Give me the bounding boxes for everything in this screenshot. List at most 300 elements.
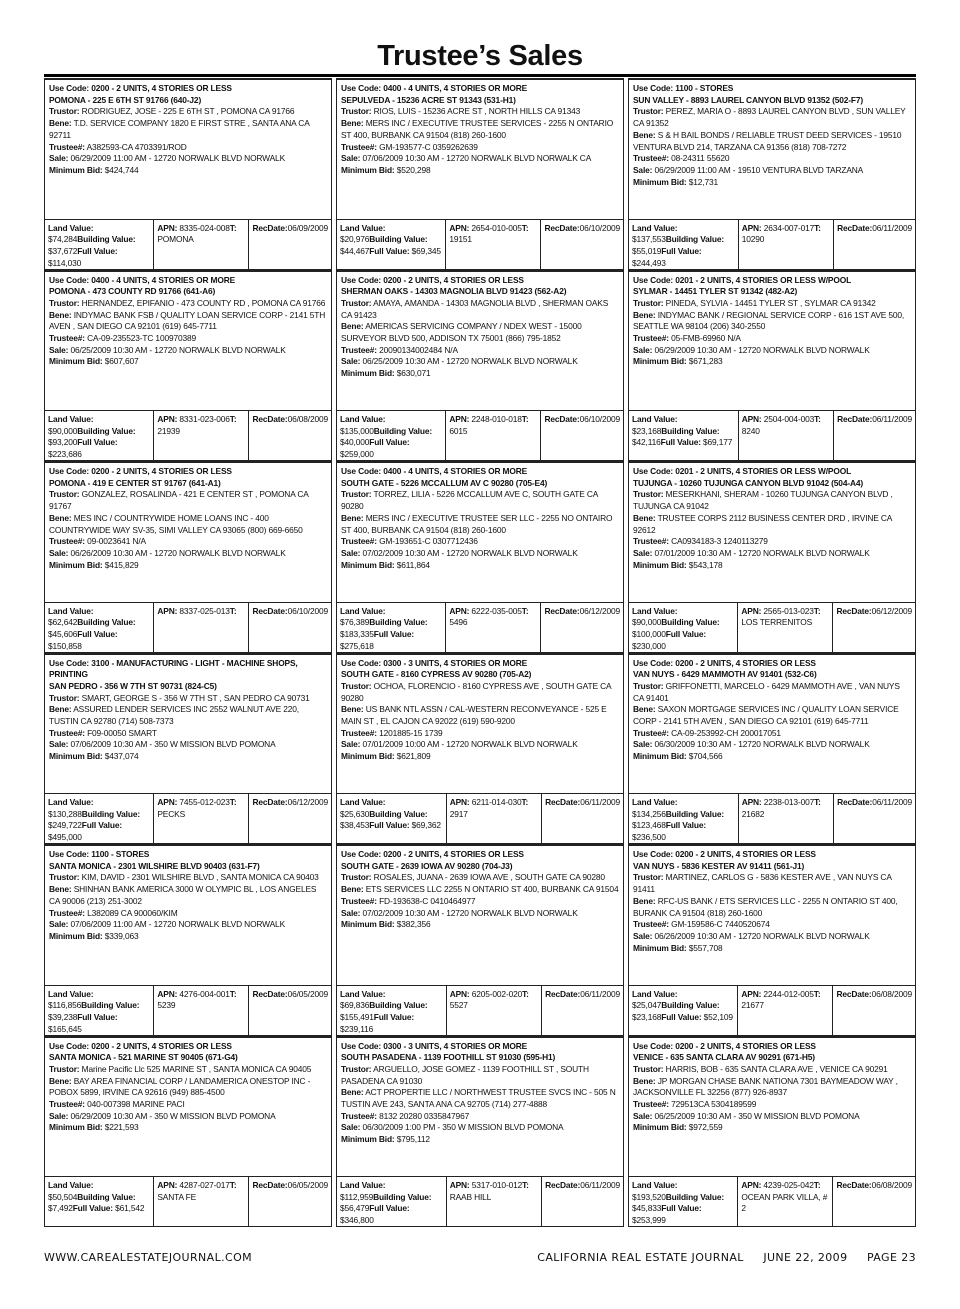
trustee-number (633, 333, 911, 345)
listing-card (628, 844, 916, 1036)
recdate-label: RecDate: (836, 988, 872, 999)
trustor (341, 872, 619, 884)
recdate-label: RecDate: (252, 1180, 288, 1190)
trustee-number-label: Trustee#: (49, 536, 85, 547)
land-value-label: Land Value: (632, 222, 678, 233)
building-value-label: Building Value: (665, 808, 724, 819)
apn-label: APN: (449, 988, 470, 999)
apn (157, 989, 229, 999)
trustor-value: AMAYA, AMANDA - 14303 MAGNOLIA BLVD , SHERMAN OAKS CA 91423 (341, 297, 609, 320)
trustor-label: Trustor: (341, 106, 372, 117)
minimum-bid-label: Minimum Bid: (633, 356, 687, 367)
recdate-value: 06/08/2009 (871, 1180, 912, 1190)
beneficiary (49, 118, 327, 141)
use-code: Use Code: 0400 - 4 UNITS, 4 STORIES OR MORE (341, 83, 528, 93)
beneficiary-value: TRUSTEE CORPS 2112 BUSINESS CENTER DRD , IRVINE CA 92612 (633, 512, 892, 535)
trustor-value: RIOS, LUIS - 15236 ACRE ST , NORTH HILLS CA 91343 (373, 106, 581, 117)
full-value (661, 1012, 733, 1022)
tract-value: 21939 (157, 425, 180, 436)
beneficiary (341, 513, 619, 536)
beneficiary-label: Bene: (633, 1075, 656, 1086)
apn (157, 223, 229, 233)
trustor-value: SMART, GEORGE S - 356 W 7TH ST , SAN PEDRO CA 90731 (81, 692, 310, 703)
building-value-label: Building Value: (81, 1000, 140, 1011)
property-location: POMONA - 225 E 6TH ST 91766 (640-J2) (49, 94, 202, 105)
value-column (45, 603, 154, 652)
full-value-value: $230,000 (632, 640, 666, 651)
beneficiary-label: Bene: (49, 704, 72, 715)
sale-info-label: Sale: (633, 547, 653, 558)
minimum-bid (633, 356, 911, 368)
apn-column (739, 794, 834, 843)
tract-label: T: (814, 414, 821, 424)
building-value-label: Building Value: (661, 1000, 720, 1011)
apn-column (446, 220, 541, 269)
full-value-value: $69,177 (703, 437, 733, 448)
sale-info (341, 356, 619, 368)
trustee-number-label: Trustee#: (633, 333, 669, 344)
property-location: SHERMAN OAKS - 14303 MAGNOLIA BLVD 91423 (562-A2) (341, 286, 567, 297)
land-value-label: Land Value: (632, 414, 678, 424)
trustee-number-label: Trustee#: (341, 141, 377, 152)
building-value-label: Building Value: (369, 1000, 428, 1011)
trustee-number (49, 536, 327, 548)
trustor-value: GRIFFONETTI, MARCELO - 6429 MAMMOTH AVE , VAN NUYS CA 91401 (633, 680, 900, 703)
trustor-value: OCHOA, FLORENCIO - 8160 CYPRESS AVE , SOUTH GATE CA 90280 (341, 680, 611, 703)
full-value-label: Full Value: (661, 245, 702, 256)
full-value-label: Full Value: (369, 820, 410, 831)
trustor (49, 693, 327, 705)
listing-description (629, 1038, 915, 1177)
beneficiary-value: INDYMAC BANK FSB / QUALITY LOAN SERVICE CORP - 2141 5TH AVEN , SAN DIEGO CA 92101 (619) 645-7711 (49, 309, 326, 332)
building-value-label: Building Value: (77, 1191, 136, 1202)
sale-info-label: Sale: (49, 919, 69, 930)
trustee-number-label: Trustee#: (633, 727, 669, 738)
apn (741, 606, 813, 616)
full-value-label: Full Value: (665, 628, 706, 639)
tract-value: PECKS (157, 808, 186, 819)
tract-label: T: (813, 988, 821, 999)
use-code: Use Code: 0200 - 2 UNITS, 4 STORIES OR LESS (633, 849, 816, 859)
apn-value: 8331-023-006 (179, 414, 230, 424)
tract-value: RAAB HILL (449, 1191, 492, 1202)
footer-website[interactable]: WWW.CAREALESTATEJOURNAL.COM (44, 1251, 253, 1264)
sale-info (49, 548, 327, 560)
value-column (629, 220, 739, 269)
listing-card (628, 270, 916, 462)
listing-description (45, 655, 331, 794)
listing-values (337, 410, 623, 460)
minimum-bid (341, 1134, 619, 1146)
apn-label: APN: (741, 222, 762, 233)
minimum-bid-value: $621,809 (396, 751, 431, 762)
listing-card (628, 653, 916, 845)
sale-info-value: 06/25/2009 10:30 AM - 12720 NORWALK BLVD NORWALK (70, 344, 286, 355)
building-value-value: $123,468 (632, 820, 666, 831)
recdate-value: 06/11/2009 (580, 1180, 620, 1190)
sale-info-label: Sale: (341, 153, 361, 164)
apn-label: APN: (449, 1180, 470, 1190)
trustor-value: MESERKHANI, SHERAM - 10260 TUJUNGA CANYON BLVD , TUJUNGA CA 91042 (633, 489, 893, 512)
listing-description (337, 655, 623, 794)
apn (741, 1180, 813, 1190)
tract-value: 6015 (449, 425, 468, 436)
use-code: Use Code: 1100 - STORES (49, 849, 150, 859)
recdate-column (833, 1177, 915, 1226)
beneficiary-label: Bene: (49, 512, 72, 523)
minimum-bid (341, 165, 619, 177)
apn-column (447, 986, 542, 1035)
trustor-label: Trustor: (633, 680, 664, 691)
sale-info-label: Sale: (49, 153, 69, 164)
use-code: Use Code: 0300 - 3 UNITS, 4 STORIES OR MORE (341, 657, 528, 668)
building-value-value: $7,492 (48, 1203, 73, 1214)
tract-value: 10290 (741, 234, 765, 245)
land-value-value: $50,504 (48, 1191, 78, 1202)
building-value-label: Building Value: (81, 808, 140, 819)
trustor (49, 298, 327, 310)
beneficiary-value: ETS SERVICES LLC 2255 N ONTARIO ST 400, BURBANK CA 91504 (365, 884, 619, 895)
listing-description (337, 846, 623, 985)
beneficiary-label: Bene: (633, 309, 656, 320)
trustor (341, 1064, 619, 1087)
tract-label: T: (813, 1180, 821, 1190)
full-value-label: Full Value: (81, 820, 122, 831)
full-value-label: Full Value: (660, 437, 701, 448)
listing-card (336, 844, 624, 1036)
recdate-column (834, 220, 915, 269)
beneficiary-value: MERS INC / EXECUTIVE TRUSTEE SERVICES - 2255 N ONTARIO ST 400, BURBANK CA 91504 (818) 260-1600 (341, 118, 614, 140)
land-value-value: $135,000 (340, 425, 374, 436)
minimum-bid-value: $221,593 (104, 1122, 139, 1133)
land-value-value: $69,836 (340, 1000, 370, 1011)
apn-label: APN: (741, 414, 762, 424)
listing-values (337, 219, 623, 269)
sale-info-label: Sale: (341, 547, 361, 558)
building-value-value: $183,335 (340, 628, 374, 639)
sale-info-label: Sale: (341, 356, 361, 367)
sale-info (341, 1122, 619, 1134)
trustee-number-value: 20090134002484 N/A (379, 344, 458, 355)
trustee-number (341, 728, 619, 740)
beneficiary (633, 704, 911, 727)
trustor-label: Trustor: (341, 1063, 372, 1074)
beneficiary-value: S & H BAIL BONDS / RELIABLE TRUST DEED SERVICES - 19510 VENTURA BLVD 214, TARZANA CA 91356 (818) 708-7272 (633, 129, 902, 152)
beneficiary-label: Bene: (341, 321, 364, 332)
beneficiary-label: Bene: (633, 512, 656, 523)
land-value-value: $76,389 (340, 617, 370, 628)
sale-info-label: Sale: (49, 344, 69, 355)
use-code: Use Code: 0200 - 2 UNITS, 4 STORIES OR LESS (49, 466, 232, 476)
recdate-column (834, 411, 915, 460)
trustee-number-value: CA-09-253992-CH 200017051 (671, 727, 781, 738)
use-code: Use Code: 3100 - MANUFACTURING - LIGHT - MACHINE SHOPS, PRINTING (49, 657, 298, 680)
sale-info-value: 07/06/2009 10:30 AM - 12720 NORWALK BLVD NORWALK CA (362, 153, 592, 164)
beneficiary (633, 896, 911, 919)
full-value-value: $52,109 (703, 1011, 733, 1022)
full-value-label: Full Value: (373, 628, 414, 639)
property-location: POMONA - 419 E CENTER ST 91767 (641-A1) (49, 477, 221, 488)
building-value-value: $155,491 (340, 1011, 374, 1022)
beneficiary-value: RFC-US BANK / ETS SERVICES LLC - 2255 N ONTARIO ST 400, BURANK CA 91504 (818) 260-1600 (633, 895, 898, 918)
apn-value: 5317-010-012 (471, 1180, 523, 1190)
apn (450, 1180, 522, 1190)
trustee-number (341, 1111, 619, 1123)
land-value-value: $130,288 (48, 808, 82, 819)
beneficiary-value: SAXON MORTGAGE SERVICES INC / QUALITY LOAN SERVICE CORP - 2141 5TH AVEN , SAN DIEGO CA 92101 (619) 645-7711 (633, 704, 899, 727)
tract-label: T: (229, 797, 237, 807)
minimum-bid (633, 943, 911, 955)
trustee-number (341, 536, 619, 548)
trustor-value: HARRIS, BOB - 635 SANTA CLARA AVE , VENICE CA 90291 (665, 1063, 888, 1074)
listing-description (629, 655, 915, 794)
trustee-number-label: Trustee#: (633, 1099, 669, 1110)
trustee-number-value: CA-09-235523-TC 100970389 (87, 333, 197, 344)
property-location: SOUTH GATE - 2639 IOWA AV 90280 (704-J3) (341, 860, 513, 871)
listing-description (45, 463, 331, 602)
trustor (633, 298, 911, 310)
building-value-value: $45,833 (632, 1203, 662, 1214)
listing-values (337, 985, 623, 1035)
sale-info (341, 548, 619, 560)
tract-value: 5239 (157, 1000, 176, 1011)
trustor-value: PEREZ, MARIA O - 8893 LAUREL CANYON BLVD , SUN VALLEY CA 91352 (633, 106, 906, 129)
listing-values (629, 1176, 915, 1226)
apn-value: 2634-007-017 (763, 222, 815, 233)
trustor (341, 298, 619, 321)
tract-label: T: (521, 605, 529, 616)
recdate-column (833, 986, 915, 1035)
recdate-value: 06/11/2009 (872, 414, 912, 424)
listing-values (629, 219, 915, 269)
trustee-number (633, 536, 911, 548)
recdate-column (249, 794, 331, 843)
value-column (629, 411, 739, 460)
land-value-value: $116,856 (48, 1000, 82, 1011)
land-value-label: Land Value: (340, 797, 386, 807)
recdate-label: RecDate: (544, 414, 580, 424)
recdate-column (249, 220, 331, 269)
full-value-label: Full Value: (77, 437, 118, 448)
minimum-bid-label: Minimum Bid: (49, 559, 103, 570)
use-code: Use Code: 0201 - 2 UNITS, 4 STORIES OR LESS W/POOL (633, 274, 852, 285)
trustee-number (633, 728, 911, 740)
footer-page: PAGE 23 (866, 1251, 916, 1264)
trustee-number (341, 345, 619, 357)
building-value-label: Building Value: (665, 234, 724, 245)
sale-info-label: Sale: (633, 739, 653, 750)
minimum-bid (341, 919, 619, 931)
listing-card (336, 1036, 624, 1228)
sale-info (633, 165, 911, 177)
apn (450, 989, 522, 999)
property-location: TUJUNGA - 10260 TUJUNGA CANYON BLVD 91042 (504-A4) (633, 477, 864, 488)
beneficiary (341, 321, 619, 344)
sale-info-label: Sale: (341, 1122, 361, 1133)
tract-label: T: (521, 797, 529, 807)
apn-value: 2565-013-023 (763, 605, 814, 616)
apn-value: 6211-014-030 (471, 797, 522, 807)
tract-value: OCEAN PARK VILLA, # 2 (741, 1191, 828, 1214)
recdate-value: 06/12/2009 (579, 605, 620, 616)
apn-value: 4239-025-042 (763, 1180, 814, 1190)
value-column (45, 411, 154, 460)
recdate-column (541, 411, 623, 460)
minimum-bid-label: Minimum Bid: (633, 751, 687, 762)
land-value-value: $193,520 (632, 1191, 666, 1202)
listing-description (45, 846, 331, 985)
apn-column (738, 1177, 833, 1226)
building-value-label: Building Value: (661, 617, 720, 628)
land-value-value: $134,256 (632, 808, 666, 819)
minimum-bid (49, 165, 327, 177)
use-code: Use Code: 0200 - 2 UNITS, 4 STORIES OR LESS (49, 83, 232, 93)
value-column (337, 794, 447, 843)
minimum-bid-value: $557,708 (688, 942, 723, 953)
listings-grid (44, 78, 916, 1227)
minimum-bid (341, 560, 619, 572)
beneficiary-value: INDYMAC BANK / REGIONAL SERVICE CORP - 616 1ST AVE 500, SEATTLE WA 98104 (206) 340-2550 (633, 309, 905, 332)
beneficiary (341, 118, 619, 141)
tract-value: 2917 (449, 808, 468, 819)
tract-value: LOS TERRENITOS (741, 617, 813, 628)
sale-info-value: 06/30/2009 10:30 AM - 12720 NORWALK BLVD NORWALK (654, 739, 870, 750)
trustee-number (633, 153, 911, 165)
apn-column (154, 1177, 249, 1226)
trustee-number-label: Trustee#: (49, 333, 85, 344)
trustor-value: MARTINEZ, CARLOS G - 5836 KESTER AVE , VAN NUYS CA 91411 (633, 872, 892, 895)
value-column (337, 220, 446, 269)
full-value-value: $69,362 (411, 820, 441, 831)
sale-info (49, 345, 327, 357)
apn-column (447, 1177, 542, 1226)
minimum-bid-value: $424,744 (104, 164, 139, 175)
minimum-bid-value: $382,356 (396, 919, 431, 930)
building-value-label: Building Value: (77, 617, 136, 628)
building-value-label: Building Value: (373, 1191, 432, 1202)
beneficiary (633, 513, 911, 536)
building-value-value: $44,467 (340, 245, 370, 256)
tract-value: 19151 (449, 234, 472, 245)
recdate-value: 06/05/2009 (287, 1180, 328, 1190)
land-value-value: $25,047 (632, 1000, 662, 1011)
recdate-value: 06/10/2009 (287, 605, 328, 616)
land-value-label: Land Value: (48, 414, 94, 424)
trustee-number-label: Trustee#: (633, 153, 669, 164)
recdate-value: 06/11/2009 (580, 988, 620, 999)
apn-value: 6205-002-020 (471, 988, 523, 999)
sale-info-label: Sale: (633, 344, 653, 355)
recdate-value: 06/11/2009 (580, 797, 620, 807)
land-value-value: $25,630 (340, 808, 370, 819)
sale-info-value: 06/29/2009 10:30 AM - 350 W MISSION BLVD POMONA (70, 1110, 276, 1121)
minimum-bid-label: Minimum Bid: (341, 164, 395, 175)
tract-label: T: (813, 605, 821, 616)
listing-description (337, 463, 623, 602)
apn-value: 4287-027-017 (179, 1180, 230, 1190)
recdate-label: RecDate: (252, 605, 288, 616)
minimum-bid-label: Minimum Bid: (49, 164, 103, 175)
trustor-value: KIM, DAVID - 2301 WILSHIRE BLVD , SANTA MONICA CA 90403 (81, 872, 319, 883)
apn-label: APN: (449, 414, 470, 424)
full-value (661, 437, 733, 447)
recdate-value: 06/08/2009 (287, 414, 328, 424)
property-location: SOUTH GATE - 8160 CYPRESS AV 90280 (705-A2) (341, 669, 532, 680)
recdate-column (541, 220, 623, 269)
land-value-label: Land Value: (632, 1180, 678, 1190)
full-value-value: $69,345 (411, 245, 441, 256)
sale-info (633, 548, 911, 560)
listing-card (44, 844, 332, 1036)
trustee-number (49, 728, 327, 740)
full-value-label: Full Value: (661, 1011, 702, 1022)
recdate-label: RecDate: (837, 797, 873, 807)
trustor-label: Trustor: (341, 297, 372, 308)
beneficiary (49, 310, 327, 333)
building-value-value: $37,672 (48, 245, 78, 256)
minimum-bid-label: Minimum Bid: (341, 919, 395, 930)
trustee-number-label: Trustee#: (49, 907, 85, 918)
apn-value: 2248-010-018 (471, 414, 522, 424)
minimum-bid-value: $437,074 (104, 751, 139, 762)
recdate-value: 06/05/2009 (287, 988, 328, 999)
full-value-value: $253,999 (632, 1215, 666, 1226)
sale-info-label: Sale: (633, 164, 653, 175)
apn-value: 8337-025-013 (179, 605, 230, 616)
tract-label: T: (229, 988, 237, 999)
beneficiary-label: Bene: (341, 884, 364, 895)
apn (157, 1180, 229, 1190)
apn-column (154, 794, 249, 843)
recdate-label: RecDate: (836, 1180, 872, 1190)
apn-value: 6222-035-005 (471, 605, 522, 616)
trustee-number (633, 1099, 911, 1111)
trustor-value: ARGUELLO, JOSE GOMEZ - 1139 FOOTHILL ST , SOUTH PASADENA CA 91030 (341, 1063, 589, 1086)
trustor (49, 872, 327, 884)
listing-description (629, 463, 915, 602)
value-column (45, 794, 154, 843)
trustee-number-label: Trustee#: (49, 727, 85, 738)
listing-values (45, 1176, 331, 1226)
trustor (341, 489, 619, 512)
beneficiary-label: Bene: (633, 704, 656, 715)
listing-card (336, 461, 624, 653)
listing-values (45, 219, 331, 269)
trustor (633, 872, 911, 895)
sale-info-value: 06/29/2009 11:00 AM - 19510 VENTURA BLVD TARZANA (654, 164, 864, 175)
apn-label: APN: (449, 797, 470, 807)
listing-values (629, 602, 915, 652)
use-code: Use Code: 0201 - 2 UNITS, 4 STORIES OR LESS W/POOL (633, 466, 852, 476)
building-value-label: Building Value: (369, 808, 428, 819)
minimum-bid (49, 356, 327, 368)
land-value-value: $62,642 (48, 617, 78, 628)
land-value-label: Land Value: (632, 605, 678, 616)
tract-label: T: (814, 222, 821, 233)
value-column (337, 411, 446, 460)
recdate-column (249, 411, 331, 460)
full-value-label: Full Value: (77, 628, 118, 639)
full-value (369, 820, 441, 830)
property-location: SOUTH GATE - 5226 MCCALLUM AV C 90280 (705-E4) (341, 477, 548, 488)
building-value-value: $39,238 (48, 1011, 78, 1022)
tract-label: T: (229, 222, 237, 233)
apn-label: APN: (741, 1180, 762, 1190)
property-location: SUN VALLEY - 8893 LAUREL CANYON BLVD 91352 (502-F7) (633, 94, 864, 105)
land-value-label: Land Value: (632, 988, 678, 999)
minimum-bid-label: Minimum Bid: (341, 559, 395, 570)
use-code: Use Code: 0400 - 4 UNITS, 4 STORIES OR MORE (49, 274, 236, 285)
